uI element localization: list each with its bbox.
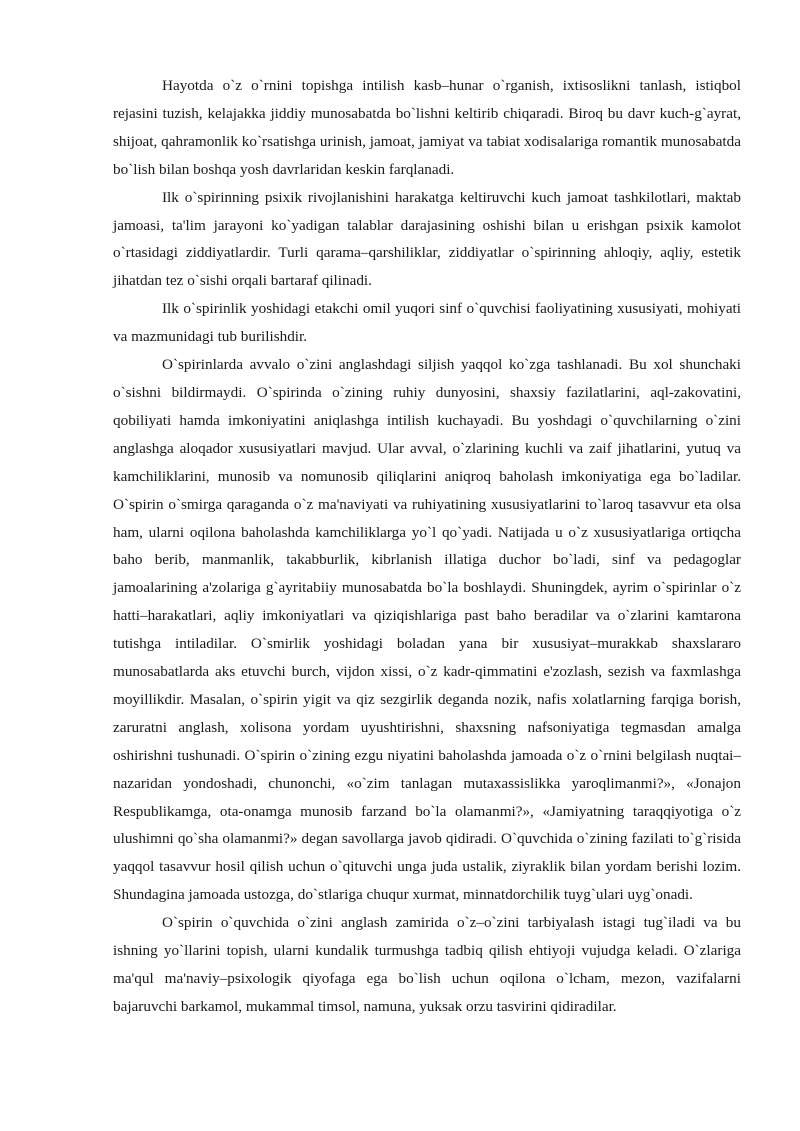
paragraph-1: Hayotda o`z o`rnini topishga intilish kasb–hunar o`rganish, ixtisoslikni tanlash, istiqbol rejasini tuzish, kelajakka jiddiy munosabatda bo`lishni keltirib chiqaradi. Biroq bu davr kuch-g`ayrat, shijoat, qahramonlik ko`rsatishga urinish, jamoat, jamiyat va tabiat xodisalariga romantik munosabatda bo`lish bilan boshqa yosh davrlaridan keskin farqlanadi.	[113, 77, 741, 178]
paragraph-5: O`spirin o`quvchida o`zini anglash zamirida o`z–o`zini tarbiyalash istagi tug`iladi va bu ishning yo`llarini topish, ularni kundalik turmushga tadbiq qilish ehtiyoji vujudga keladi. O`zlariga ma'qul ma'naviy–psixologik qiyofaga ega bo`lish uchun oqilona o`lcham, mezon, vazifalarni bajaruvchi barkamol, mukammal timsol, namuna, yuksak orzu tasvirini qidiradilar.	[113, 914, 741, 1015]
paragraph-2: Ilk o`spirinning psixik rivojlanishini harakatga keltiruvchi kuch jamoat tashkilotlari, maktab jamoasi, ta'lim jarayoni ko`yadigan talablar darajasining oshishi bilan u erishgan psixik kamolot o`rtasidagi ziddiyatlardir. Turli qarama–qarshiliklar, ziddiyatlar o`spirinning ahloqiy, aqliy, estetik jihatdan tez o`sishi orqali bartaraf qilinadi.	[113, 188, 741, 290]
paragraph-3: Ilk o`spirinlik yoshidagi etakchi omil yuqori sinf o`quvchisi faoliyatining xususiyati, mohiyati va mazmunidagi tub burilishdir.	[113, 300, 741, 346]
paragraph-4: O`spirinlarda avvalo o`zini anglashdagi siljish yaqqol ko`zga tashlanadi. Bu xol shunchaki o`sishni bildirmaydi. O`spirinda o`zining ruhiy dunyosini, shaxsiy fazilatlarini, aql-zakovatini, qobiliyati hamda imkoniyatini aniqlashga intilish kuchayadi. Bu yoshdagi o`quvchilarning o`zini anglashga aloqador xususiyatlari mavjud. Ular avval, o`zlarining kuchli va zaif jihatlarini, yutuq va kamchiliklarini, munosib va nomunosib qiliqlarini aniqroq baholash imkoniyatiga ega bo`ladilar. O`spirin o`smirga qaraganda o`z ma'naviyati va ruhiyatining xususiyatlarini to`laroq tasavvur eta olsa ham, ularni oqilona baholashda kamchiliklarga yo`l qo`yadi. Natijada u o`z xususiyatlariga ortiqcha baho berib, manmanlik, takabburlik, kibrlanish illatiga duchor bo`ladi, sinf va pedagoglar jamoalarining a'zolariga g`ayritabiiy munosabatda bo`la boshlaydi. Shuningdek, ayrim o`spirinlar o`z hatti–harakatlari, aqliy imkoniyatlari va qiziqishlariga past baho beradilar va o`zlarini kamtarona tutishga intiladilar. O`smirlik yoshidagi boladan yana bir xususiyat–murakkab shaxslararo munosabatlarda aks etuvchi burch, vijdon xissi, o`z kadr-qimmatini e'zozlash, sezish va faxmlashga moyillikdir. Masalan, o`spirin yigit va qiz sezgirlik deganda nozik, nafis xolatlarning farqiga borish, zaruratni anglash, xolisona yordam uyushtirishni, shaxsning nafsoniyatiga tegmasdan amalga oshirishni tushunadi. O`spirin o`zining ezgu niyatini baholashda jamoada o`z o`rnini belgilash nuqtai–nazaridan yondoshadi, chunonchi, «o`zim tanlagan mutaxassislikka yaroqlimanmi?», «Jonajon Respublikamga, ota-onamga munosib farzand bo`la olamanmi?», «Jamiyatning taraqqiyotiga o`z ulushimni qo`sha olamanmi?» degan savollarga javob qidiradi. O`quvchida o`zining fazilati to`g`risida yaqqol tasavvur hosil qilish uchun o`qituvchi unga juda ustalik, ziyraklik bilan yordam berishi lozim. Shundagina jamoada ustozga, do`stlariga chuqur xurmat, minnatdorchilik tuyg`ulari uyg`onadi.	[113, 356, 741, 904]
document-body	[113, 72, 741, 1021]
